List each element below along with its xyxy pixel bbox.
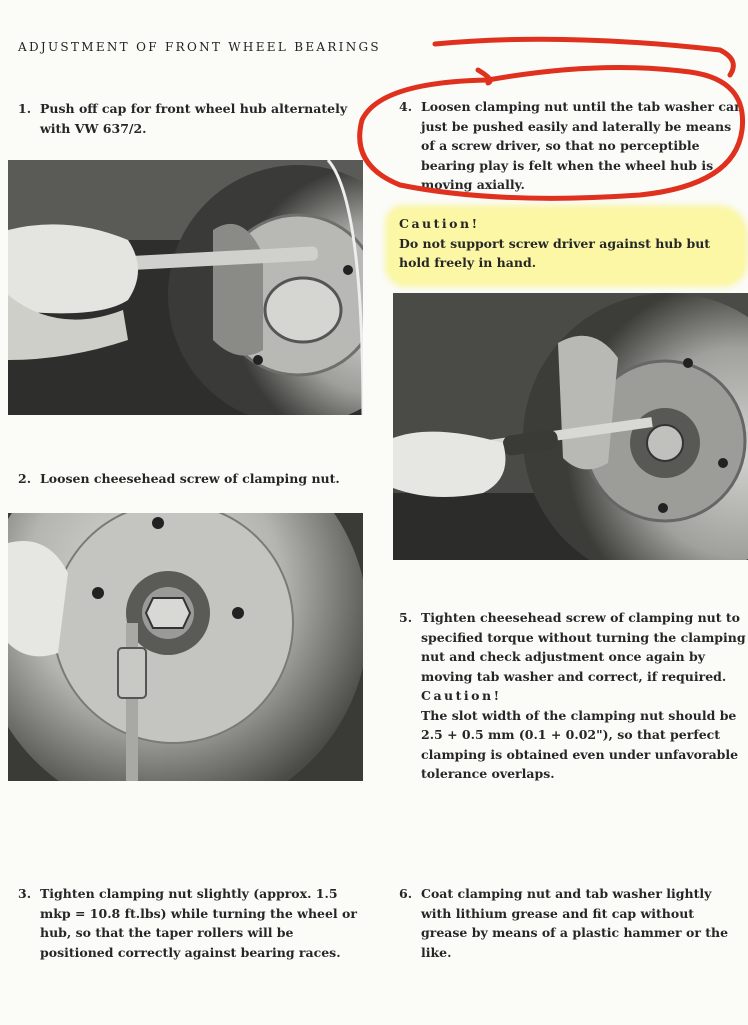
step-1 <box>18 99 348 138</box>
photo-screwdriver-tab-washer <box>393 293 748 560</box>
step-3 <box>18 884 368 962</box>
photo-loosen-screw <box>8 513 363 781</box>
step-number: 6. <box>399 886 413 901</box>
step-text: Tighten clamping nut slightly (approx. 1.5 mkp = 10.8 ft.lbs) while turning the wheel or hub, so that the taper rollers will be positioned correctly against bearing races. <box>40 886 357 960</box>
step-number: 1. <box>18 101 32 116</box>
step-2 <box>18 469 358 489</box>
step-text: Loosen clamping nut until the tab washer can just be pushed easily and laterally be means of a screw driver, so that no perceptible bearing play is felt when the wheel hub is moving axially. <box>421 99 744 192</box>
step-text: Tighten cheesehead screw of clamping nut to specified torque without turning the clamping nut and check adjustment once again by moving tab washer and correct, if required. <box>421 610 746 684</box>
step-number: 5. <box>399 610 413 625</box>
step-number: 4. <box>399 99 413 114</box>
step-number: 3. <box>18 886 32 901</box>
step-text: Loosen cheesehead screw of clamping nut. <box>40 471 340 486</box>
caution-block <box>399 214 739 273</box>
step-5 <box>399 608 748 784</box>
photo-remove-hub-cap <box>8 160 363 415</box>
page-title: ADJUSTMENT OF FRONT WHEEL BEARINGS <box>18 40 381 54</box>
step-5-caution-label: Caution! <box>421 688 502 703</box>
step-text: Coat clamping nut and tab washer lightly with lithium grease and fit cap without grease by means of a plastic hammer or the like. <box>421 886 729 960</box>
step-4 <box>399 97 744 193</box>
step-text: Push off cap for front wheel hub alternately with VW 637/2. <box>40 101 348 136</box>
step-6 <box>399 884 744 962</box>
caution-label: Caution! <box>399 216 480 231</box>
caution-text: Do not support screw driver against hub but hold freely in hand. <box>399 235 711 270</box>
step-number: 2. <box>18 471 32 486</box>
step-5-caution-text: The slot width of the clamping nut should be 2.5 + 0.5 mm (0.1 + 0.02"), so that perfect clamping is obtained even under unfavorable tolerance overlaps. <box>421 707 739 781</box>
